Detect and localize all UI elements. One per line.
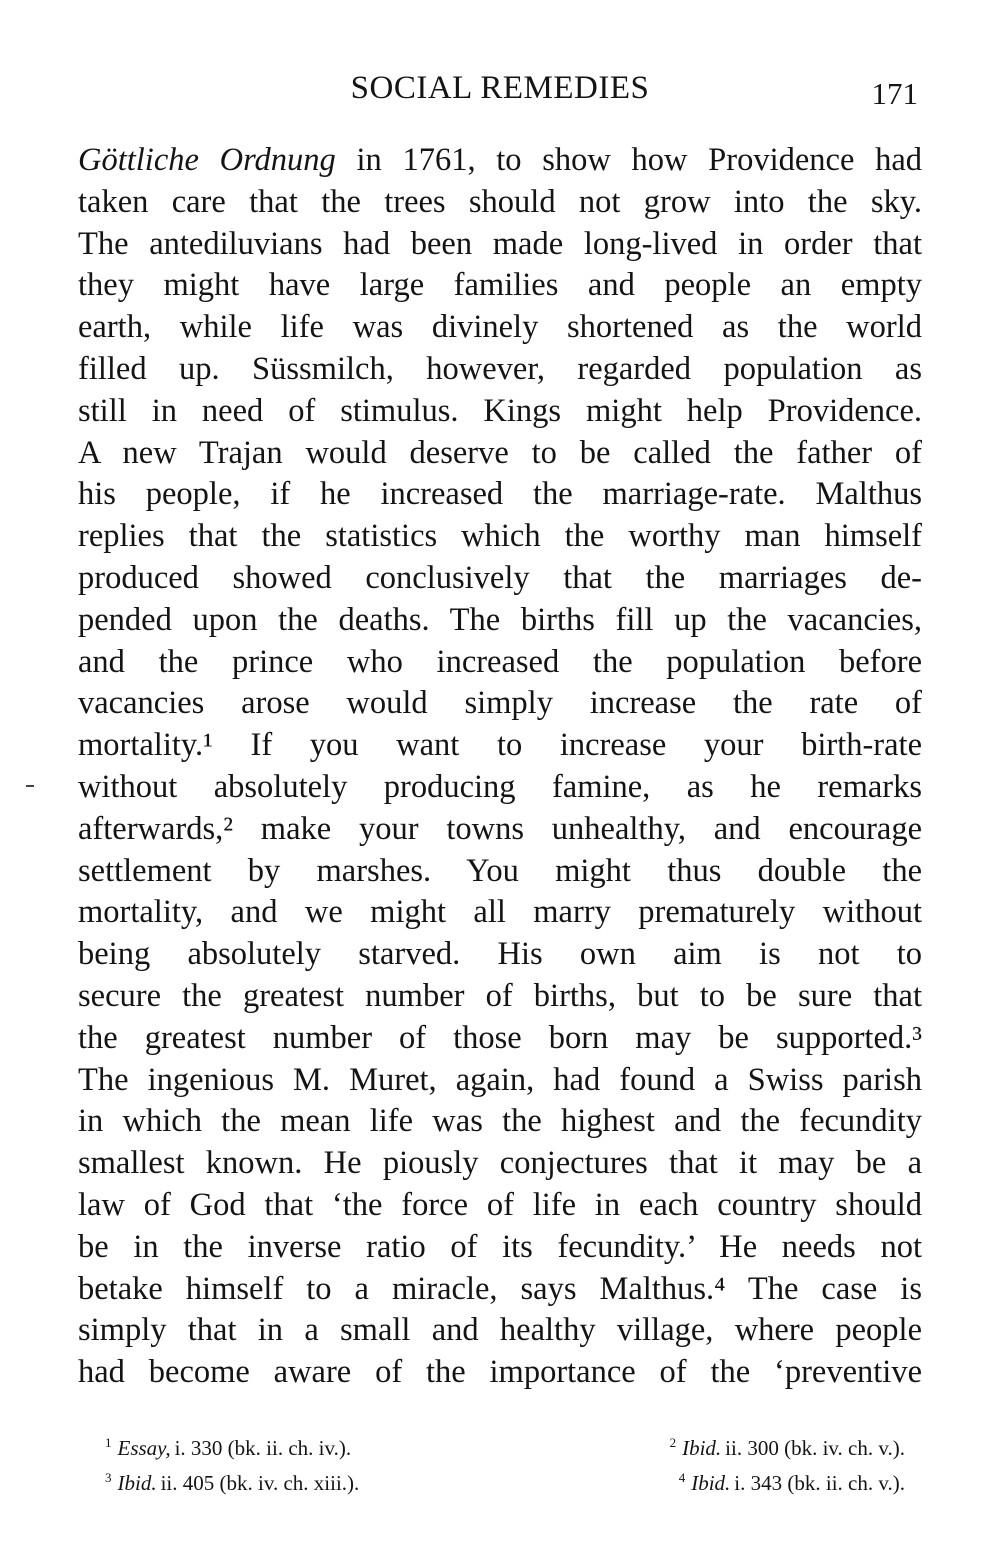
text-line: they might have large families and people an empty [78, 267, 922, 304]
margin-mark [26, 785, 34, 787]
text-line: and the prince who increased the population before [78, 643, 922, 680]
text-line: vacancies arose would simply increase the rate of [78, 685, 922, 722]
text-line: The ingenious M. Muret, again, had found a Swiss parish [78, 1061, 922, 1098]
text-line: earth, while life was divinely shortened as the world [78, 309, 922, 346]
footnote-3: $^3$ Ibid. ii. 405 (bk. iv. ch. xiii.). [105, 1470, 360, 1495]
footnote-1: $^1$ Essay, i. 330 (bk. ii. ch. iv.). [105, 1435, 352, 1460]
text-line: simply that in a small and healthy village, where people [78, 1312, 922, 1349]
italic-title: Göttliche Ordnung [78, 142, 336, 178]
body-text [78, 140, 922, 1394]
running-title: SOCIAL REMEDIES [350, 70, 650, 106]
text-line: pended upon the deaths. The births fill up the vacancies, [78, 601, 922, 638]
text-line: mortality, and we might all marry prematurely without [78, 894, 922, 931]
text-line: betake himself to a miracle, says Malthus.⁴ The case is [78, 1270, 922, 1307]
text-line: be in the inverse ratio of its fecundity.’ He needs not [78, 1228, 922, 1265]
text-line: his people, if he increased the marriage-rate. Malthus [78, 476, 922, 513]
text-line: replies that the statistics which the worthy man himself [78, 518, 922, 555]
page-number: 171 [871, 76, 918, 111]
footnotes [105, 1428, 905, 1498]
text-line: smallest known. He piously conjectures that it may be a [78, 1145, 922, 1182]
text-line: afterwards,² make your towns unhealthy, and encourage [78, 810, 922, 847]
text-line: being absolutely starved. His own aim is not to [78, 936, 922, 973]
footnote-4: $^4$ Ibid. i. 343 (bk. ii. ch. v.). [678, 1470, 905, 1495]
text-line: had become aware of the importance of the ‘preventive [78, 1354, 922, 1391]
text-line: Göttliche Ordnung in 1761, to show how Providence had [78, 142, 922, 178]
text-line: taken care that the trees should not grow into the sky. [78, 183, 922, 220]
text-line: law of God that ‘the force of life in each country should [78, 1186, 922, 1223]
text-line: still in need of stimulus. Kings might help Providence. [78, 392, 922, 429]
text-line: the greatest number of those born may be supported.³ [78, 1019, 922, 1056]
text-line: produced showed conclusively that the marriages de- [78, 559, 922, 596]
text-line: secure the greatest number of births, but to be sure that [78, 977, 922, 1014]
text-line: settlement by marshes. You might thus double the [78, 852, 922, 889]
page-header [78, 66, 922, 116]
text-line: filled up. Süssmilch, however, regarded population as [78, 350, 922, 387]
text-line: A new Trajan would deserve to be called the father of [78, 434, 922, 471]
text-line: The antediluvians had been made long-lived in order that [78, 225, 922, 262]
footnote-row [105, 1428, 905, 1463]
text-line: in which the mean life was the highest and the fecundity [78, 1103, 922, 1140]
text-line: mortality.¹ If you want to increase your birth-rate [78, 727, 922, 764]
footnote-row [105, 1463, 905, 1498]
text-line: without absolutely producing famine, as he remarks [78, 768, 922, 805]
footnote-2: $^2$ Ibid. ii. 300 (bk. iv. ch. v.). [669, 1435, 905, 1460]
